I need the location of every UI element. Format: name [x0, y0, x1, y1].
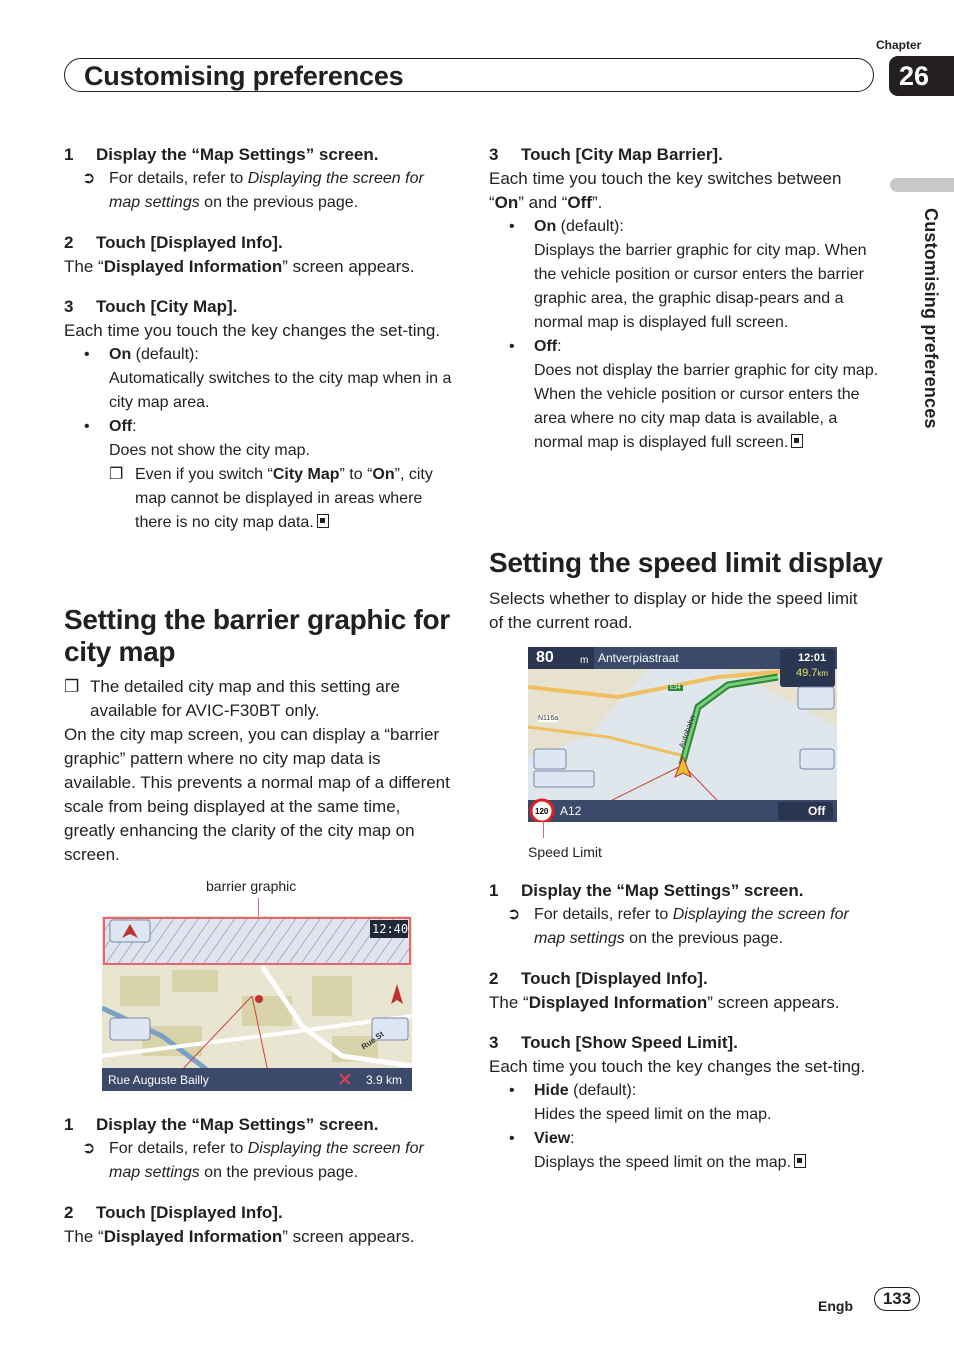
- step-body: Each time you touch the key changes the set-ting.: [64, 321, 441, 340]
- step-result: The “Displayed Information” screen appears.: [64, 1227, 415, 1246]
- step-heading: 1 Display the “Map Settings” screen.: [64, 1115, 379, 1134]
- clock-readout: 12:01: [798, 652, 827, 664]
- barrier-intro: ❐ The detailed city map and this setting are available for AVIC-F30BT only. On the city map screen, you can display a “barrier graphic” pattern where no city map data is available. This prevents a normal map of a different scale from being displayed at the same time, greatly enhancing the clarity of the city map on screen.: [64, 675, 454, 867]
- bullet-icon: •: [509, 218, 515, 235]
- speed-readout: 80: [536, 649, 554, 666]
- bullet-icon: •: [509, 1130, 515, 1147]
- left-steps-2: [64, 1113, 454, 1249]
- step-heading: 2 Touch [Displayed Info].: [64, 233, 283, 252]
- speed-unit: m: [580, 655, 589, 666]
- checkbox-icon: ❐: [64, 677, 80, 696]
- step-result: The “Displayed Information” screen appears.: [489, 993, 840, 1012]
- callout-line: [258, 898, 259, 918]
- step-heading: 3 Touch [Show Speed Limit].: [489, 1033, 738, 1052]
- highway-label: Autobahn: [677, 713, 698, 750]
- heading-barrier: Setting the barrier graphic for city map: [64, 604, 450, 667]
- heading-speed-limit: Setting the speed limit display: [489, 547, 883, 578]
- step-body: Each time you touch the key switches between “On” and “Off”.: [489, 169, 842, 212]
- option-on: • On (default): Automatically switches to the city map when in a city map area.: [64, 343, 452, 415]
- street-name: Antverpiastraat: [598, 651, 679, 665]
- bullet-icon: •: [509, 1082, 515, 1099]
- section-title: Customising preferences: [84, 61, 404, 91]
- step-reference: ➲ For details, refer to Displaying the screen for map settings on the previous page.: [64, 1137, 454, 1185]
- road-tag: N116a: [538, 715, 559, 722]
- barrier-screenshot: [102, 916, 412, 1091]
- road-number: A12: [560, 804, 582, 818]
- bullet-icon: •: [509, 338, 515, 355]
- checkbox-icon: ❐: [109, 466, 124, 483]
- clock-readout: 12:40: [372, 922, 409, 936]
- option-on: • On (default): Displays the barrier graphic for city map. When the vehicle position or cursor enters the barrier graphic area, the graphic disap-pears and a normal map is displayed full screen.: [489, 215, 879, 335]
- street-name: Rue Auguste Bailly: [108, 1073, 209, 1087]
- note: ❐ Even if you switch “City Map” to “On”, city map cannot be displayed in areas where there is no city map data.: [109, 463, 452, 535]
- side-tab-marker: [890, 178, 954, 192]
- callout-barrier: barrier graphic: [206, 878, 297, 894]
- step-heading: 2 Touch [Displayed Info].: [489, 969, 708, 988]
- arrow-icon: ➲: [82, 1140, 96, 1157]
- distance-readout: 49.7km: [796, 667, 829, 679]
- arrow-icon: ➲: [507, 906, 521, 923]
- chapter-label: Chapter: [876, 38, 922, 52]
- arrow-icon: ➲: [82, 170, 96, 187]
- end-mark-icon: [317, 514, 329, 528]
- right-column: [489, 143, 879, 455]
- step-result: The “Displayed Information” screen appears.: [64, 257, 415, 276]
- caption-speed-limit: Speed Limit: [528, 844, 602, 860]
- speed-limit-screenshot: [528, 647, 837, 822]
- option-view: • View: Displays the speed limit on the map.: [489, 1127, 879, 1175]
- language-code: Engb: [818, 1298, 853, 1314]
- page-number: 133: [874, 1287, 920, 1311]
- off-button: Off: [808, 804, 826, 818]
- chapter-number: 26: [889, 56, 954, 96]
- speed-intro: Selects whether to display or hide the speed limit of the current road.: [489, 589, 858, 632]
- end-mark-icon: [791, 434, 803, 448]
- step-heading: 3 Touch [City Map].: [64, 297, 238, 316]
- note: ❐ The detailed city map and this setting are available for AVIC-F30BT only.: [64, 677, 400, 720]
- step-reference: ➲ For details, refer to Displaying the screen for map settings on the previous page.: [64, 167, 452, 215]
- bullet-icon: •: [84, 418, 90, 435]
- step-reference: ➲ For details, refer to Displaying the screen for map settings on the previous page.: [489, 903, 879, 951]
- road-tag: E34: [670, 685, 681, 691]
- speed-limit-sign: 120: [535, 807, 549, 816]
- step-heading: 3 Touch [City Map Barrier].: [489, 145, 723, 164]
- option-off: • Off: Does not display the barrier graphic for city map. When the vehicle position or cursor enters the area where no city map data is available, a normal map is displayed full screen.: [489, 335, 879, 455]
- right-steps-2: [489, 879, 879, 1175]
- side-tab-label: Customising preferences: [921, 208, 941, 429]
- step-body: Each time you touch the key changes the set-ting.: [489, 1057, 866, 1076]
- bullet-icon: •: [84, 346, 90, 363]
- step-heading: 1 Display the “Map Settings” screen.: [489, 881, 804, 900]
- step-heading: 2 Touch [Displayed Info].: [64, 1203, 283, 1222]
- left-column: [64, 143, 452, 535]
- end-mark-icon: [794, 1154, 806, 1168]
- callout-line: [543, 822, 544, 838]
- step-heading: 1 Display the “Map Settings” screen.: [64, 145, 379, 164]
- distance-readout: 3.9 km: [366, 1073, 403, 1087]
- option-hide: • Hide (default): Hides the speed limit on the map.: [489, 1079, 879, 1127]
- option-off: • Off: Does not show the city map. ❐ Even if you switch “City Map” to “On”, city map cannot be displayed in areas where there is no city map data.: [64, 415, 452, 535]
- road-label: Rue St: [359, 1029, 386, 1052]
